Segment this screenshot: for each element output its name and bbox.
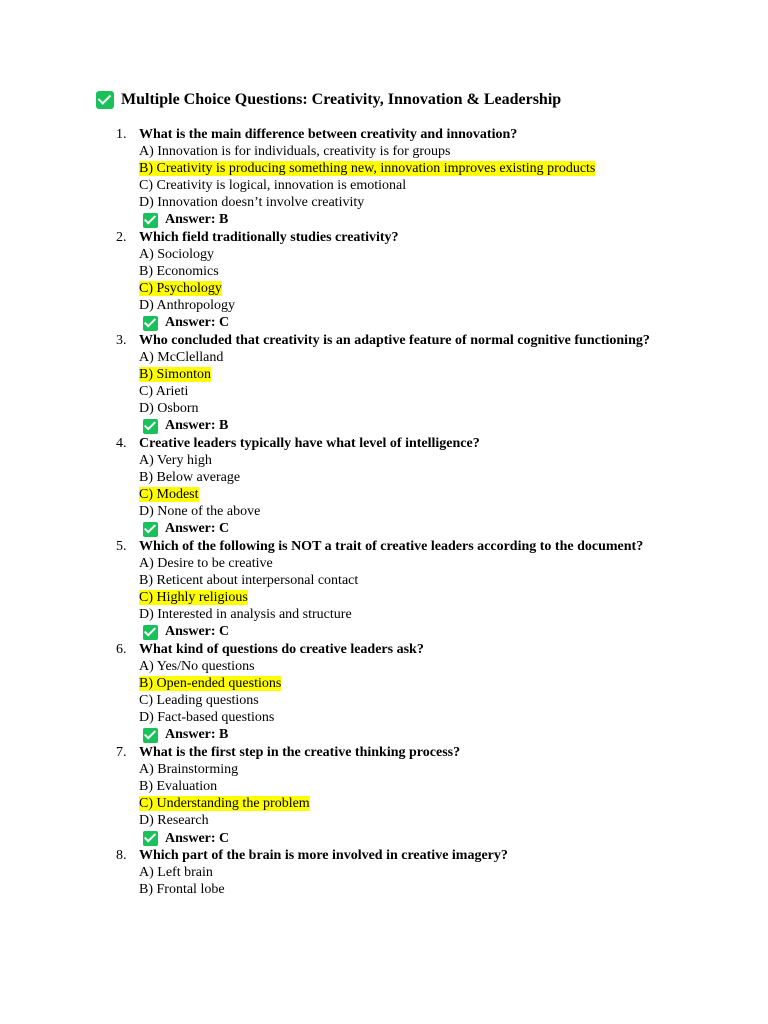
- answer-option: [139, 556, 668, 573]
- answer-option: [139, 779, 668, 796]
- question-item: [108, 436, 668, 539]
- answer-option: [139, 710, 668, 727]
- answer-text: Answer: B: [165, 212, 229, 228]
- question-number: 2.: [116, 230, 127, 246]
- check-mark-icon: [143, 213, 158, 228]
- option-text: D) Osborn: [139, 400, 199, 416]
- option-text: A) Very high: [139, 453, 212, 468]
- question-number: 4.: [116, 436, 127, 452]
- answer-option: [139, 865, 668, 882]
- check-mark-icon: [143, 728, 158, 743]
- answer-option: [139, 453, 668, 470]
- answer-option: [139, 350, 668, 367]
- highlighted-option-text: B) Simonton: [139, 366, 211, 382]
- option-text: D) None of the above: [139, 503, 261, 519]
- question-item: [108, 127, 668, 230]
- answer-text: Answer: C: [165, 315, 230, 331]
- document-title: [96, 89, 561, 111]
- answer-line: [143, 727, 668, 746]
- question-item: [108, 642, 668, 745]
- check-mark-icon: [143, 419, 158, 434]
- option-text: B) Reticent about interpersonal contact: [139, 572, 359, 588]
- answer-option: [139, 264, 668, 281]
- question-item: [108, 230, 668, 333]
- answer-option: [139, 144, 668, 161]
- check-mark-icon: [143, 316, 158, 331]
- question-text: Which part of the brain is more involved in creative imagery?: [139, 848, 508, 864]
- highlighted-option-text: B) Open-ended questions: [139, 675, 282, 691]
- question-number: 8.: [116, 848, 127, 864]
- option-text: D) Research: [139, 812, 209, 828]
- answer-option: [139, 813, 668, 830]
- answer-option: [139, 487, 668, 504]
- answer-option: [139, 367, 668, 384]
- question-number: 5.: [116, 539, 127, 555]
- question-text: Which of the following is NOT a trait of creative leaders according to the document?: [139, 539, 644, 555]
- question-item: [108, 333, 668, 436]
- question-text: Who concluded that creativity is an adaptive feature of normal cognitive functioning?: [139, 333, 650, 349]
- question-number: 6.: [116, 642, 127, 658]
- option-text: A) Left brain: [139, 865, 213, 881]
- question-number: 3.: [116, 333, 127, 349]
- answer-option: [139, 161, 668, 178]
- question-number: 7.: [116, 745, 127, 761]
- answer-option: [139, 796, 668, 813]
- question-text: Which field traditionally studies creativity?: [139, 230, 399, 246]
- answer-line: [143, 521, 668, 540]
- option-text: B) Frontal lobe: [139, 882, 225, 898]
- answer-option: [139, 882, 668, 899]
- option-text: B) Evaluation: [139, 779, 218, 794]
- option-text: D) Anthropology: [139, 297, 236, 313]
- highlighted-option-text: C) Highly religious: [139, 589, 248, 605]
- check-mark-icon: [143, 831, 158, 846]
- option-text: B) Below average: [139, 469, 241, 485]
- answer-option: [139, 384, 668, 401]
- answer-option: [139, 281, 668, 298]
- question-item: [108, 745, 668, 848]
- answer-line: [143, 418, 668, 437]
- question-item: [108, 848, 668, 899]
- option-text: A) Innovation is for individuals, creativity is for groups: [139, 143, 451, 159]
- option-text: A) Brainstorming: [139, 762, 239, 778]
- answer-option: [139, 470, 668, 487]
- option-text: C) Leading questions: [139, 692, 259, 708]
- answer-option: [139, 298, 668, 315]
- option-text: D) Innovation doesn’t involve creativity: [139, 194, 365, 210]
- answer-line: [143, 624, 668, 643]
- option-text: B) Economics: [139, 263, 219, 279]
- answer-text: Answer: C: [165, 830, 230, 846]
- question-text: What is the main difference between creativity and innovation?: [139, 127, 518, 142]
- answer-text: Answer: B: [165, 418, 229, 434]
- question-number: 1.: [116, 127, 127, 142]
- answer-option: [139, 504, 668, 521]
- question-item: [108, 539, 668, 642]
- answer-option: [139, 659, 668, 676]
- highlighted-option-text: C) Understanding the problem: [139, 795, 310, 811]
- answer-text: Answer: C: [165, 521, 230, 537]
- question-text: What kind of questions do creative leaders ask?: [139, 642, 424, 658]
- option-text: A) Sociology: [139, 246, 215, 262]
- answer-option: [139, 178, 668, 195]
- option-text: D) Fact-based questions: [139, 709, 275, 725]
- check-mark-icon: [143, 625, 158, 640]
- answer-option: [139, 762, 668, 779]
- answer-option: [139, 195, 668, 212]
- question-list: [108, 127, 668, 899]
- answer-option: [139, 247, 668, 264]
- answer-text: Answer: B: [165, 727, 229, 743]
- answer-line: [143, 212, 668, 231]
- answer-line: [143, 830, 668, 849]
- answer-option: [139, 401, 668, 418]
- answer-option: [139, 693, 668, 710]
- title-text: Multiple Choice Questions: Creativity, Innovation & Leadership: [121, 91, 562, 108]
- check-mark-icon: [96, 91, 114, 109]
- option-text: A) Desire to be creative: [139, 556, 273, 572]
- question-text: What is the first step in the creative thinking process?: [139, 745, 461, 761]
- highlighted-option-text: C) Psychology: [139, 280, 222, 296]
- check-mark-icon: [143, 522, 158, 537]
- question-text: Creative leaders typically have what level of intelligence?: [139, 436, 480, 452]
- option-text: C) Creativity is logical, innovation is emotional: [139, 177, 407, 193]
- answer-option: [139, 590, 668, 607]
- highlighted-option-text: B) Creativity is producing something new, innovation improves existing products: [139, 160, 596, 176]
- answer-line: [143, 315, 668, 334]
- answer-option: [139, 607, 668, 624]
- option-text: C) Arieti: [139, 383, 189, 399]
- answer-option: [139, 573, 668, 590]
- option-text: A) McClelland: [139, 349, 224, 365]
- option-text: A) Yes/No questions: [139, 659, 255, 675]
- answer-option: [139, 676, 668, 693]
- option-text: D) Interested in analysis and structure: [139, 606, 352, 622]
- answer-text: Answer: C: [165, 624, 230, 640]
- highlighted-option-text: C) Modest: [139, 486, 199, 502]
